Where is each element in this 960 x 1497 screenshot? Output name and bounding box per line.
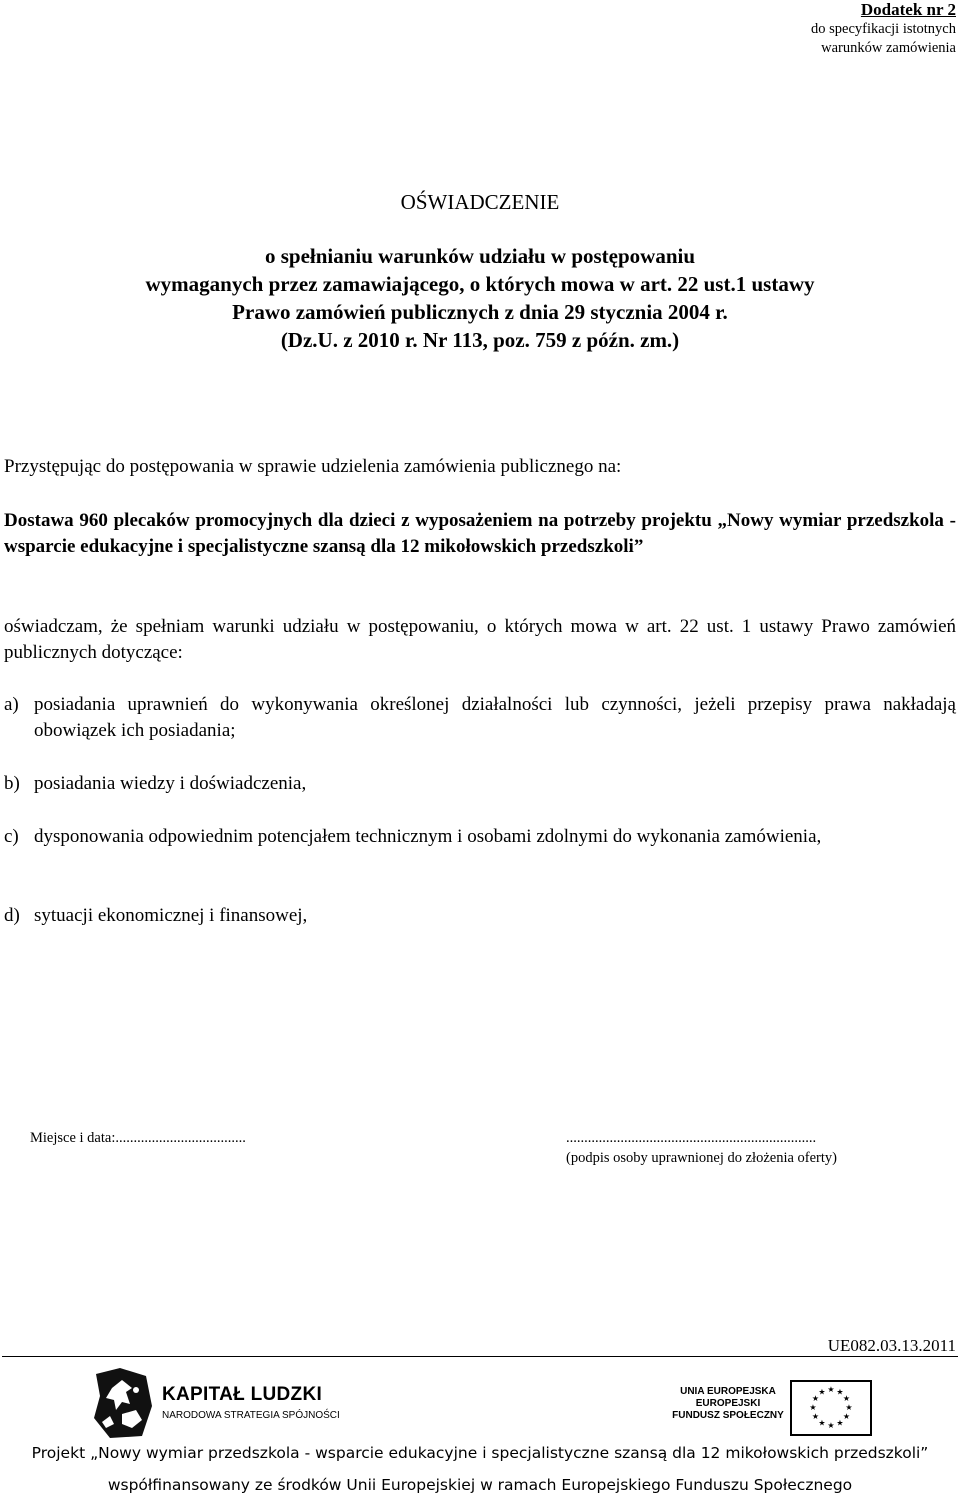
reference-code: UE082.03.13.2011 (827, 1336, 956, 1355)
svg-text:★: ★ (836, 1418, 844, 1428)
eu-logo-line: EUROPEJSKI (695, 1398, 761, 1409)
footer-divider (2, 1356, 958, 1357)
condition-letter: d) (4, 905, 20, 926)
signature-line: ..................................................................... (566, 1130, 817, 1146)
condition-item (4, 824, 956, 850)
svg-text:★: ★ (811, 1412, 820, 1421)
condition-text: dysponowania odpowiednim potencjałem technicznym i osobami zdolnymi do wykonania zamówienia, (34, 826, 822, 847)
svg-text:★: ★ (809, 1403, 817, 1412)
annex-line-1: do specyfikacji istotnych (811, 21, 956, 37)
svg-text:★: ★ (827, 1385, 835, 1394)
contract-subject: Dostawa 960 plecaków promocyjnych dla dzieci z wyposażeniem na potrzeby projektu „Nowy wymiar przedszkola - wsparcie edukacyjne i specjalistyczne szansą dla 12 mikołowskich przedszkoli” (4, 510, 956, 557)
condition-item (4, 692, 956, 744)
subtitle-line: o spełnianiu warunków udziału w postępowaniu (264, 244, 696, 268)
eu-logo-line: UNIA EUROPEJSKA (680, 1386, 776, 1397)
annex-title: Dodatek nr 2 (860, 0, 956, 19)
svg-text:★: ★ (818, 1418, 826, 1428)
kapital-ludzki-emblem-icon (92, 1366, 156, 1440)
place-date-field: Miejsce i data:.................................... (30, 1130, 246, 1146)
kapital-ludzki-subtitle: NARODOWA STRATEGIA SPÓJNOŚCI (162, 1410, 340, 1421)
svg-text:★: ★ (842, 1412, 851, 1421)
declaration-text: oświadczam, że spełniam warunki udziału w postępowaniu, o których mowa w art. 22 ust. 1 ustawy Prawo zamówień publicznych dotyczące: (4, 616, 956, 663)
eu-flag-icon (790, 1380, 872, 1436)
subtitle-line: (Dz.U. z 2010 r. Nr 113, poz. 759 z późn. zm.) (280, 328, 680, 352)
condition-letter: a) (4, 694, 19, 715)
subtitle-line: Prawo zamówień publicznych z dnia 29 stycznia 2004 r. (232, 300, 728, 324)
annex-line-2: warunków zamówienia (821, 40, 956, 56)
condition-text: sytuacji ekonomicznej i finansowej, (34, 905, 308, 926)
condition-letter: c) (4, 826, 19, 847)
intro-text: Przystępując do postępowania w sprawie udzielenia zamówienia publicznego na: (4, 456, 622, 477)
condition-item (4, 903, 956, 929)
footer-project-line: Projekt „Nowy wymiar przedszkola - wsparcie edukacyjne i specjalistyczne szansą dla 12 mikołowskich przedszkoli” (31, 1444, 929, 1462)
svg-text:★: ★ (845, 1403, 853, 1412)
condition-text: posiadania wiedzy i doświadczenia, (34, 773, 307, 794)
kapital-ludzki-name: KAPITAŁ LUDZKI (162, 1384, 323, 1405)
condition-letter: b) (4, 773, 20, 794)
document-title: OŚWIADCZENIE (400, 190, 560, 214)
svg-text:★: ★ (842, 1394, 851, 1403)
document-subtitle (60, 242, 900, 354)
svg-text:★: ★ (811, 1394, 820, 1403)
condition-text: posiadania uprawnień do wykonywania określonej działalności lub czynności, jeżeli przepisy prawa nakładają obowiązek ich posiadania; (34, 694, 956, 741)
eu-logo-line: FUNDUSZ SPOŁECZNY (672, 1410, 784, 1421)
condition-item (4, 771, 956, 797)
svg-text:★: ★ (818, 1387, 826, 1397)
svg-text:★: ★ (827, 1421, 835, 1430)
svg-text:★: ★ (836, 1387, 844, 1397)
kapital-ludzki-logo (92, 1366, 352, 1440)
footer-funding-line: współfinansowany ze środków Unii Europejskiej w ramach Europejskiego Funduszu Społecznego (107, 1476, 853, 1494)
subtitle-line: wymaganych przez zamawiającego, o których mowa w art. 22 ust.1 ustawy (145, 272, 815, 296)
eu-logo (672, 1380, 872, 1436)
eu-logo-text (672, 1386, 784, 1422)
signature-caption: (podpis osoby uprawnionej do złożenia oferty) (566, 1150, 837, 1166)
annex-header (811, 0, 956, 58)
